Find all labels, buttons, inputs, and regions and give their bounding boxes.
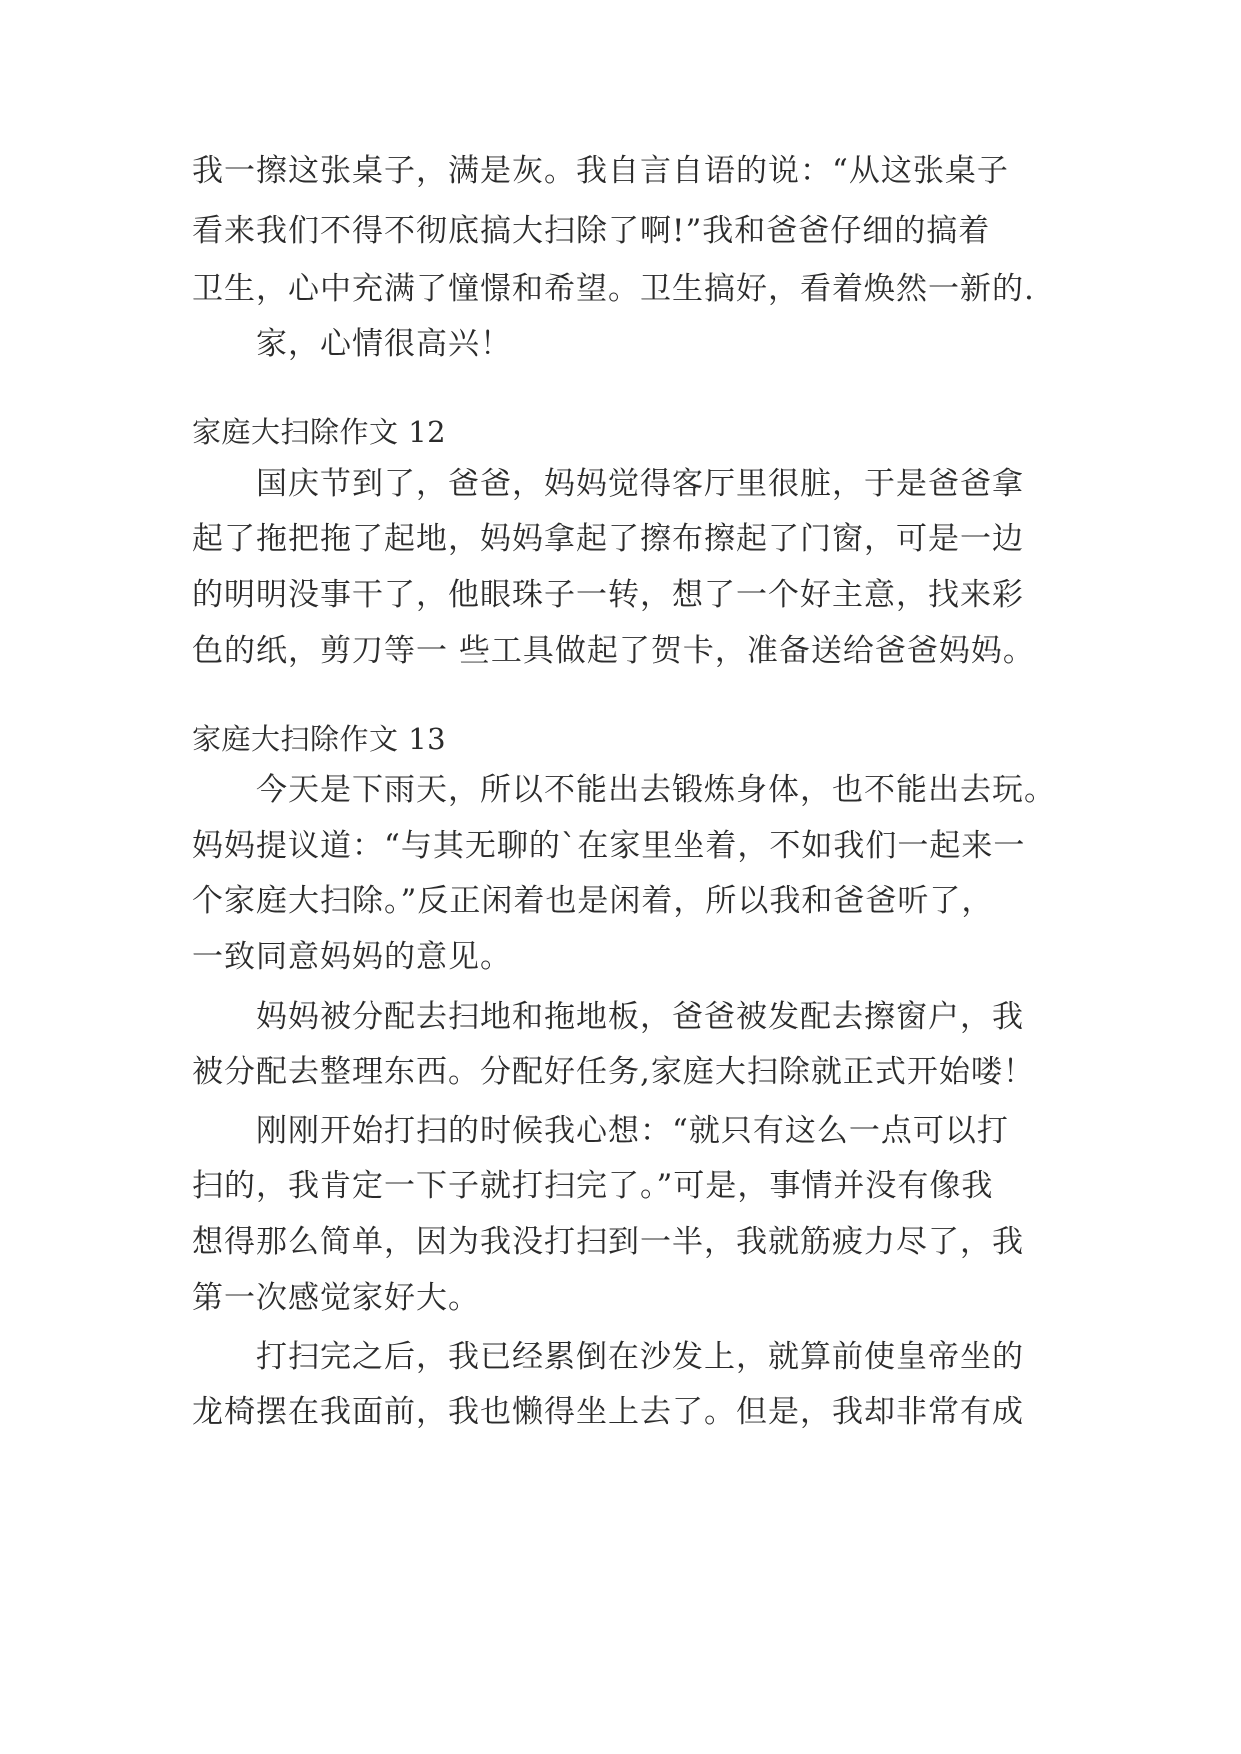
paragraph-line: 一致同意妈妈的意见。 (192, 939, 512, 975)
paragraph-line: 扫的，我肯定一下子就打扫完了。”可是，事情并没有像我 (192, 1168, 994, 1204)
paragraph-line: 国庆节到了，爸爸，妈妈觉得客厅里很脏，于是爸爸拿 (256, 466, 1024, 502)
paragraph-line: 色的纸，剪刀等一 些工具做起了贺卡，准备送给爸爸妈妈。 (192, 633, 1035, 669)
paragraph-line: 被分配去整理东西。分配好任务,家庭大扫除就正式开始喽！ (192, 1054, 1035, 1090)
paragraph-line: 刚刚开始打扫的时候我心想：“就只有这么一点可以打 (256, 1113, 1009, 1149)
paragraph-line: 我一擦这张桌子，满是灰。我自言自语的说：“从这张桌子 (192, 153, 1009, 189)
paragraph-line: 妈妈提议道：“与其无聊的`在家里坐着，不如我们一起来一 (192, 828, 1026, 864)
paragraph-line: 第一次感觉家好大。 (192, 1280, 480, 1316)
paragraph-line: 家，心情很高兴！ (256, 326, 512, 362)
paragraph-line: 妈妈被分配去扫地和拖地板，爸爸被发配去擦窗户，我 (256, 999, 1024, 1035)
paragraph-line: 的明明没事干了，他眼珠子一转，想了一个好主意，找来彩 (192, 577, 1024, 613)
essay-heading: 家庭大扫除作文 12 (192, 415, 447, 449)
paragraph-line: 起了拖把拖了起地，妈妈拿起了擦布擦起了门窗，可是一边 (192, 521, 1024, 557)
paragraph-line: 看来我们不得不彻底搞大扫除了啊!”我和爸爸仔细的搞着 (192, 213, 991, 249)
paragraph-line: 想得那么简单，因为我没打扫到一半，我就筋疲力尽了，我 (192, 1224, 1024, 1260)
essay-heading: 家庭大扫除作文 13 (192, 722, 447, 756)
paragraph-line: 今天是下雨天，所以不能出去锻炼身体，也不能出去玩。 (256, 772, 1056, 808)
paragraph-line: 打扫完之后，我已经累倒在沙发上，就算前使皇帝坐的 (256, 1339, 1024, 1375)
paragraph-line: 卫生，心中充满了憧憬和希望。卫生搞好，看着焕然一新的. (192, 271, 1035, 307)
paragraph-line: 龙椅摆在我面前，我也懒得坐上去了。但是，我却非常有成 (192, 1394, 1024, 1430)
paragraph-line: 个家庭大扫除。”反正闲着也是闲着，所以我和爸爸听了， (192, 883, 994, 919)
